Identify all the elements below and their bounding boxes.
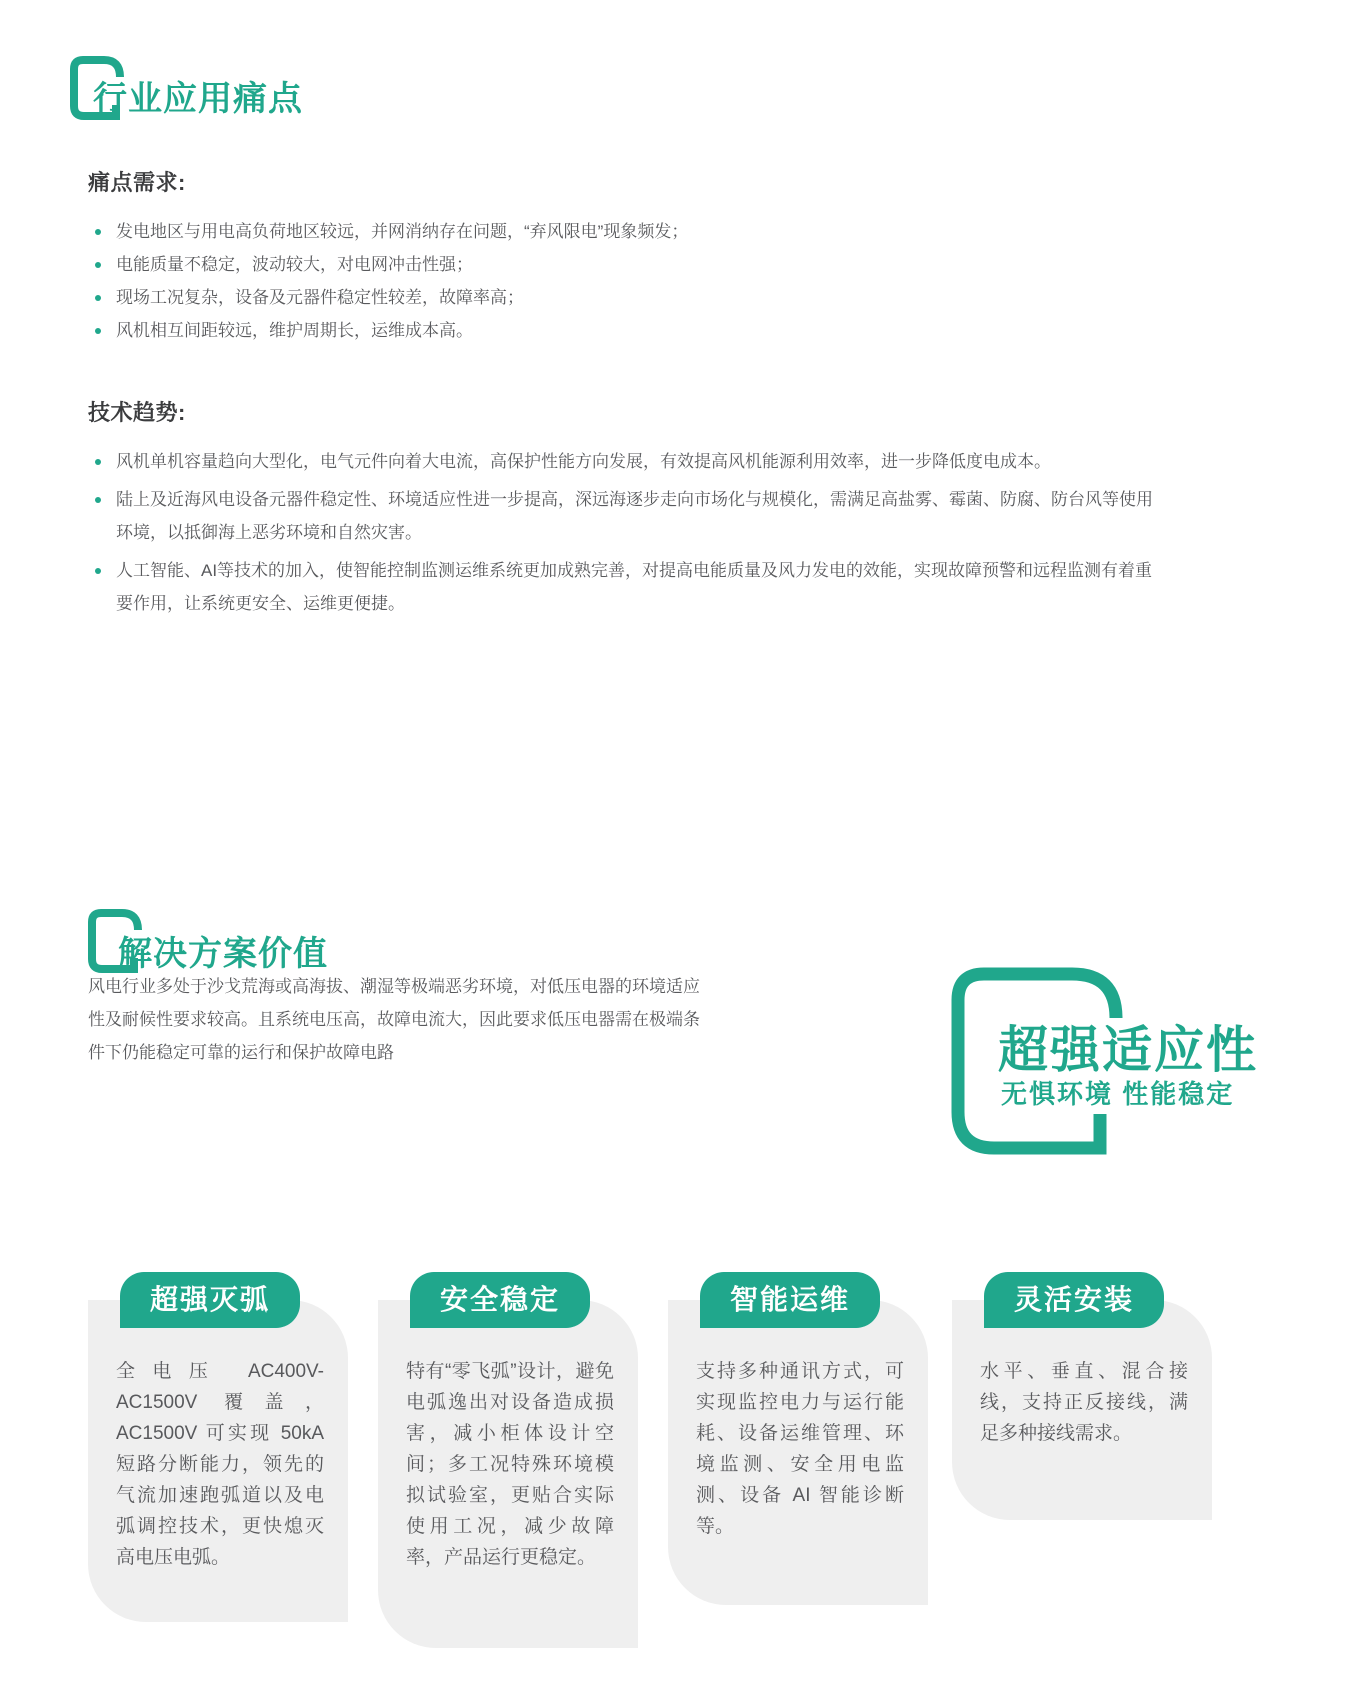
feature-card-safety <box>378 1284 638 1648</box>
tech-trends-block <box>88 396 1153 625</box>
section-pain-header <box>70 55 410 135</box>
bullet-dot-icon <box>95 568 101 574</box>
tech-trends-list <box>88 445 1153 620</box>
card-tab: 智能运维 <box>700 1272 880 1328</box>
card-body: 特有“零飞弧”设计，避免电弧逸出对设备造成损害，减小柜体设计空间；多工况特殊环境模拟试验室，更贴合实际使用工况，减少故障率，产品运行更稳定。 <box>406 1361 614 1568</box>
list-item: 现场工况复杂，设备及元器件稳定性较差，故障率高； <box>88 281 1188 314</box>
pain-needs-list <box>88 215 1188 347</box>
card-body: 水平、垂直、混合接线，支持正反接线，满足多种接线需求。 <box>980 1361 1188 1444</box>
section-title: 行业应用痛点 <box>93 80 303 118</box>
feature-card-smart-ops <box>668 1284 928 1605</box>
list-item: 风机相互间距较远，维护周期长，运维成本高。 <box>88 314 1188 347</box>
bullet-dot-icon <box>95 459 101 465</box>
card-body: 全电压 AC400V-AC1500V 覆盖，AC1500V 可实现 50kA 短路分断能力，领先的气流加速跑弧道以及电弧调控技术，更快熄灭高电压电弧。 <box>116 1361 324 1568</box>
card-tab: 灵活安装 <box>984 1272 1164 1328</box>
feature-card-flexible-install <box>952 1284 1212 1520</box>
list-item: 电能质量不稳定，波动较大，对电网冲击性强； <box>88 248 1188 281</box>
bullet-dot-icon <box>95 497 101 503</box>
card-body: 支持多种通讯方式，可实现监控电力与运行能耗、设备运维管理、环境监测、安全用电监测、设备 AI 智能诊断等。 <box>696 1361 904 1537</box>
feature-subtitle: 无惧环境 性能稳定 <box>1001 1079 1235 1109</box>
bullet-dot-icon <box>95 328 101 334</box>
solution-paragraph: 风电行业多处于沙戈荒海或高海拔、潮湿等极端恶劣环境，对低压电器的环境适应性及耐候性要求较高。且系统电压高，故障电流大，因此要求低压电器需在极端条件下仍能稳定可靠的运行和保护故障电路 <box>88 977 700 1062</box>
tech-trends-heading: 技术趋势: <box>88 400 186 425</box>
list-item: 陆上及近海风电设备元器件稳定性、环境适应性进一步提高，深远海逐步走向市场化与规模化，需满足高盐雾、霉菌、防腐、防台风等使用环境，以抵御海上恶劣环境和自然灾害。 <box>88 483 1153 549</box>
card-tab: 安全稳定 <box>410 1272 590 1328</box>
section-title: 解决方案价值 <box>118 935 328 973</box>
list-item: 风机单机容量趋向大型化，电气元件向着大电流，高保护性能方向发展，有效提高风机能源利用效率，进一步降低度电成本。 <box>88 445 1153 478</box>
bullet-dot-icon <box>95 229 101 235</box>
feature-mark <box>948 962 1348 1172</box>
bullet-dot-icon <box>95 295 101 301</box>
card-tab: 超强灭弧 <box>120 1272 300 1328</box>
feature-title: 超强适应性 <box>998 1022 1258 1078</box>
bullet-dot-icon <box>95 262 101 268</box>
feature-card-arc-extinguish <box>88 1284 348 1622</box>
list-item: 人工智能、AI等技术的加入，使智能控制监测运维系统更加成熟完善，对提高电能质量及风力发电的效能，实现故障预警和远程监测有着重要作用，让系统更安全、运维更便捷。 <box>88 554 1153 620</box>
pain-needs-block <box>88 166 1188 347</box>
list-item: 发电地区与用电高负荷地区较远，并网消纳存在问题，“弃风限电”现象频发； <box>88 215 1188 248</box>
pain-needs-heading: 痛点需求: <box>88 170 186 195</box>
